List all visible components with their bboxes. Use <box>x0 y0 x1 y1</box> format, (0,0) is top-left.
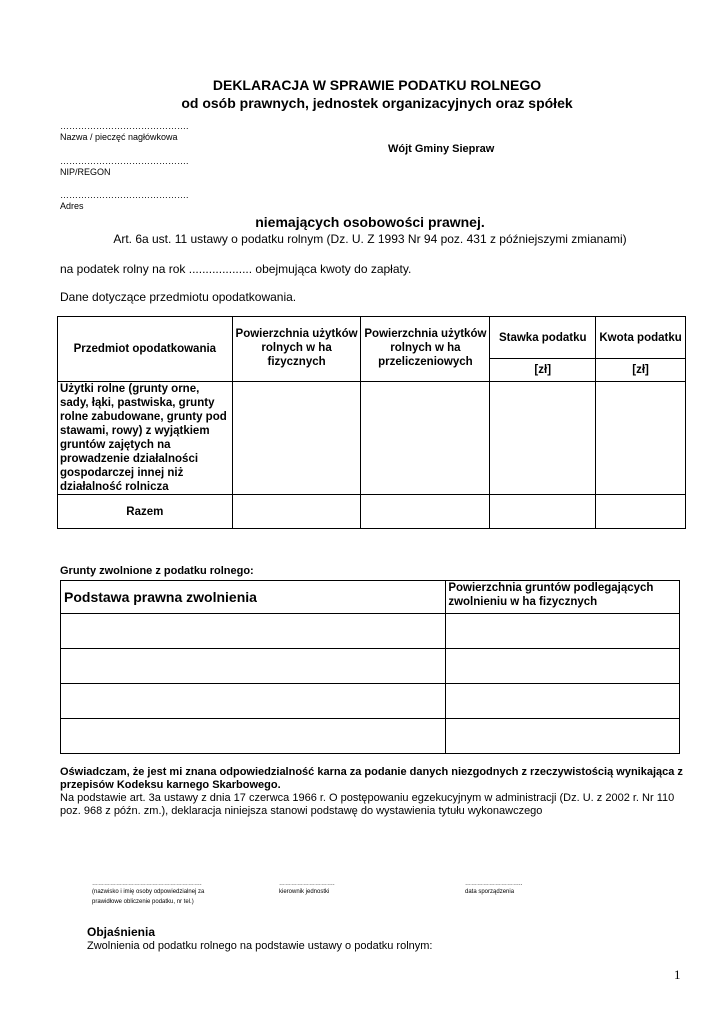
authority: Wójt Gminy Siepraw <box>388 143 495 155</box>
row-agricultural-land-label: Użytki rolne (grunty orne, sady, łąki, pastwiska, grunty rolne zabudowane, grunty pod stawami, rowy) z wyjątkiem gruntów zajętych na prowadzenie działalności gospodarczej innej niż działalność rolnicza <box>58 382 233 495</box>
total-area-converted[interactable] <box>361 495 490 529</box>
exempt-area-cell[interactable] <box>446 614 680 649</box>
header-subject: Przedmiot opodatkowania <box>58 317 233 382</box>
cell-amount[interactable] <box>596 382 686 495</box>
tax-subject-table <box>57 316 686 529</box>
exempt-basis-cell[interactable] <box>61 649 446 684</box>
unit-rate: [zł] <box>490 359 596 382</box>
unit-amount: [zł] <box>596 359 686 382</box>
nip-dots[interactable]: ……………………………………. <box>60 156 189 166</box>
header-rate: Stawka podatku <box>490 317 596 359</box>
exempt-basis-cell[interactable] <box>61 614 446 649</box>
header-amount: Kwota podatku <box>596 317 686 359</box>
notes-text: Zwolnienia od podatku rolnego na podstawie ustawy o podatku rolnym: <box>87 940 433 952</box>
subject-heading: Dane dotyczące przedmiotu opodatkowania. <box>60 290 297 304</box>
tax-year-line: na podatek rolny na rok ................... obejmująca kwoty do zapłaty. <box>60 262 412 276</box>
cell-area-physical[interactable] <box>232 382 361 495</box>
signature-date-label: data sporządzenia <box>465 889 515 895</box>
notes-heading: Objaśnienia <box>87 925 156 939</box>
exempt-area-cell[interactable] <box>446 684 680 719</box>
header-area-converted: Powierzchnia użytków rolnych w ha przeliczeniowych <box>361 317 490 382</box>
total-amount[interactable] <box>596 495 686 529</box>
total-area-physical[interactable] <box>232 495 361 529</box>
exempt-heading: Grunty zwolnione z podatku rolnego: <box>60 565 254 577</box>
exempt-header-basis: Podstawa prawna zwolnienia <box>61 581 446 614</box>
exempt-area-cell[interactable] <box>446 719 680 754</box>
enforcement-statement: Na podstawie art. 3a ustawy z dnia 17 czerwca 1966 r. O postępowaniu egzekucyjnym w administracji (Dz. U. z 2002 r. Nr 110 poz. 968 z późn. zm.), deklaracja niniejsza stanowi podstawę do wystawienia tytułu wykonawczego <box>60 792 675 817</box>
form-title: DEKLARACJA W SPRAWIE PODATKU ROLNEGO <box>212 77 542 93</box>
cell-area-converted[interactable] <box>361 382 490 495</box>
legal-basis: Art. 6a ust. 11 ustawy o podatku rolnym (Dz. U. Z 1993 Nr 94 poz. 431 z późniejszymi zmianami) <box>113 232 627 246</box>
name-dots[interactable]: ……………………………………. <box>60 121 189 131</box>
form-subtitle: od osób prawnych, jednostek organizacyjnych oraz spółek <box>181 95 573 111</box>
exempt-header-area: Powierzchnia gruntów podlegających zwolnieniu w ha fizycznych <box>446 581 680 614</box>
exempt-basis-cell[interactable] <box>61 719 446 754</box>
legal-form-heading: niemających osobowości prawnej. <box>255 214 485 230</box>
exempt-area-cell[interactable] <box>446 649 680 684</box>
page-number: 1 <box>674 967 681 982</box>
header-area-physical: Powierzchnia użytków rolnych w ha fizycznych <box>232 317 361 382</box>
row-total-label: Razem <box>58 495 233 529</box>
signature-responsible-label2: prawidłowe obliczenie podatku, nr tel.) <box>92 899 194 905</box>
address-dots[interactable]: ……………………………………. <box>60 190 189 200</box>
signature-manager-dots[interactable]: ………………………. <box>279 881 335 887</box>
signature-manager-label: kierownik jednostki <box>279 889 330 895</box>
exempt-table <box>60 580 680 754</box>
total-rate[interactable] <box>490 495 596 529</box>
liability-statement: Oświadczam, że jest mi znana odpowiedzialność karna za podanie danych niezgodnych z rzeczywistością wynikająca z przepisów Kodeksu karnego Skarbowego. <box>60 766 683 791</box>
nip-label: NIP/REGON <box>60 167 111 177</box>
name-label: Nazwa / pieczęć nagłówkowa <box>60 132 178 142</box>
exempt-basis-cell[interactable] <box>61 684 446 719</box>
signature-responsible-label1: (nazwisko i imię osoby odpowiedzialnej za <box>92 889 205 895</box>
signature-responsible-dots[interactable]: ………………………………………………. <box>92 881 202 887</box>
signature-date-dots[interactable]: ……………………….. <box>465 881 523 887</box>
address-label: Adres <box>60 201 84 211</box>
cell-rate[interactable] <box>490 382 596 495</box>
